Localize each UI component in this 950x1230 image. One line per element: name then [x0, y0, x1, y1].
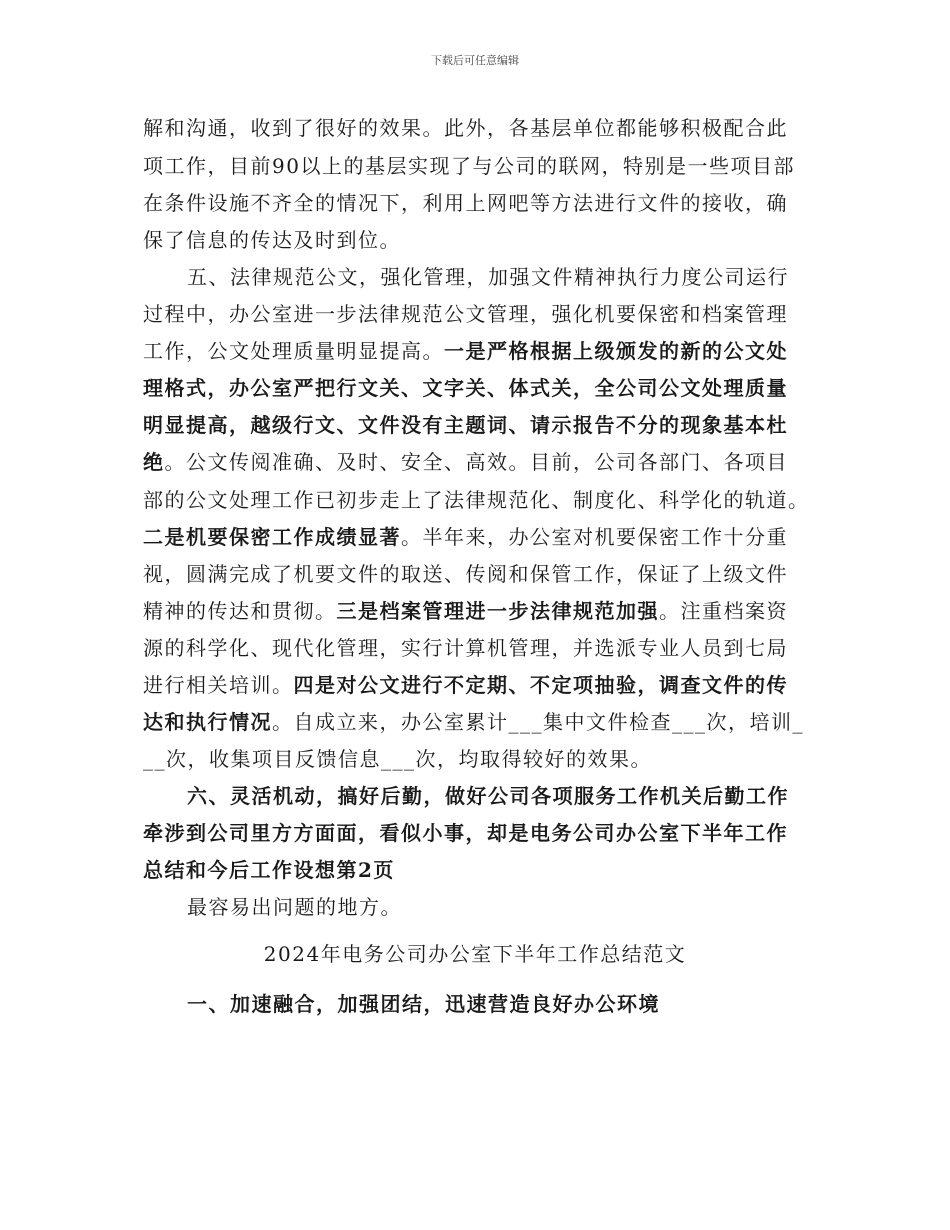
body-line: 绝。公文传阅准确、及时、安全、高效。目前，公司各部门、各项目	[143, 450, 788, 474]
body-line: 精神的传达和贯彻。三是档案管理进一步法律规范加强。注重档案资	[143, 599, 788, 623]
body-line	[143, 415, 823, 435]
body-line: 项工作，目前90以上的基层实现了与公司的联网，特别是一些项目部	[143, 154, 795, 178]
body-line: 在条件设施不齐全的情况下，利用上网吧等方法进行文件的接收，确	[143, 191, 788, 215]
bold-phrase: 四是对公文进行不定期、不定项抽验，调查文件的传	[293, 673, 788, 697]
bold-phrase: 二是机要保密工作成绩显著	[143, 525, 401, 549]
body-line: 部的公文处理工作已初步走上了法律规范化、制度化、科学化的轨道。	[143, 488, 810, 512]
body-line: 过程中，办公室进一步法律规范公文管理，强化机要保密和档案管理	[143, 302, 788, 326]
body-line: 五、法律规范公文，强化管理，加强文件精神执行力度公司运行	[187, 265, 789, 289]
body-line	[143, 860, 823, 880]
bold-phrase: 总结和今后工作设想第2页	[143, 858, 395, 882]
body-line: 源的科学化、现代化管理，实行计算机管理，并选派专业人员到七局	[143, 636, 788, 660]
body-line: 进行相关培训。四是对公文进行不定期、不定项抽验，调查文件的传	[143, 673, 788, 697]
body-line	[143, 378, 823, 398]
body-line: __次，收集项目反馈信息___次，均取得较好的效果。	[143, 747, 652, 771]
section-heading: 一、加速融合，加强团结，迅速营造良好办公环境	[187, 992, 660, 1016]
body-line: 解和沟通，收到了很好的效果。此外，各基层单位都能够积极配合此	[143, 116, 788, 140]
bold-phrase: 牵涉到公司里方方面面，看似小事，却是电务公司办公室下半年工作	[143, 821, 788, 845]
document-title: 2024年电务公司办公室下半年工作总结范文	[263, 942, 687, 966]
bold-phrase: 明显提高，越级行文、文件没有主题词、请示报告不分的现象基本杜	[143, 413, 788, 437]
body-line	[187, 786, 867, 806]
bold-phrase: 达和执行情况	[143, 710, 272, 734]
bold-phrase: 一是严格根据上级颁发的新的公文处	[444, 339, 788, 363]
bold-phrase: 三是档案管理进一步法律规范加强	[336, 599, 659, 623]
bold-phrase: 六、灵活机动，搞好后勤，做好公司各项服务工作机关后勤工作	[187, 784, 789, 808]
page-header: 下载后可任意编辑	[431, 54, 519, 67]
bold-phrase: 绝	[143, 450, 165, 474]
bold-phrase: 理格式，办公室严把行文关、文字关、体式关，全公司公文处理质量	[143, 376, 788, 400]
body-line: 视，圆满完成了机要文件的取送、传阅和保管工作，保证了上级文件	[143, 562, 788, 586]
body-line: 保了信息的传达及时到位。	[143, 228, 401, 252]
body-line: 工作，公文处理质量明显提高。一是严格根据上级颁发的新的公文处	[143, 339, 788, 363]
body-line	[143, 823, 823, 843]
body-line: 最容易出问题的地方。	[187, 895, 402, 919]
body-line: 达和执行情况。自成立来，办公室累计___集中文件检查___次，培训_	[143, 710, 804, 734]
body-line: 二是机要保密工作成绩显著。半年来，办公室对机要保密工作十分重	[143, 525, 788, 549]
